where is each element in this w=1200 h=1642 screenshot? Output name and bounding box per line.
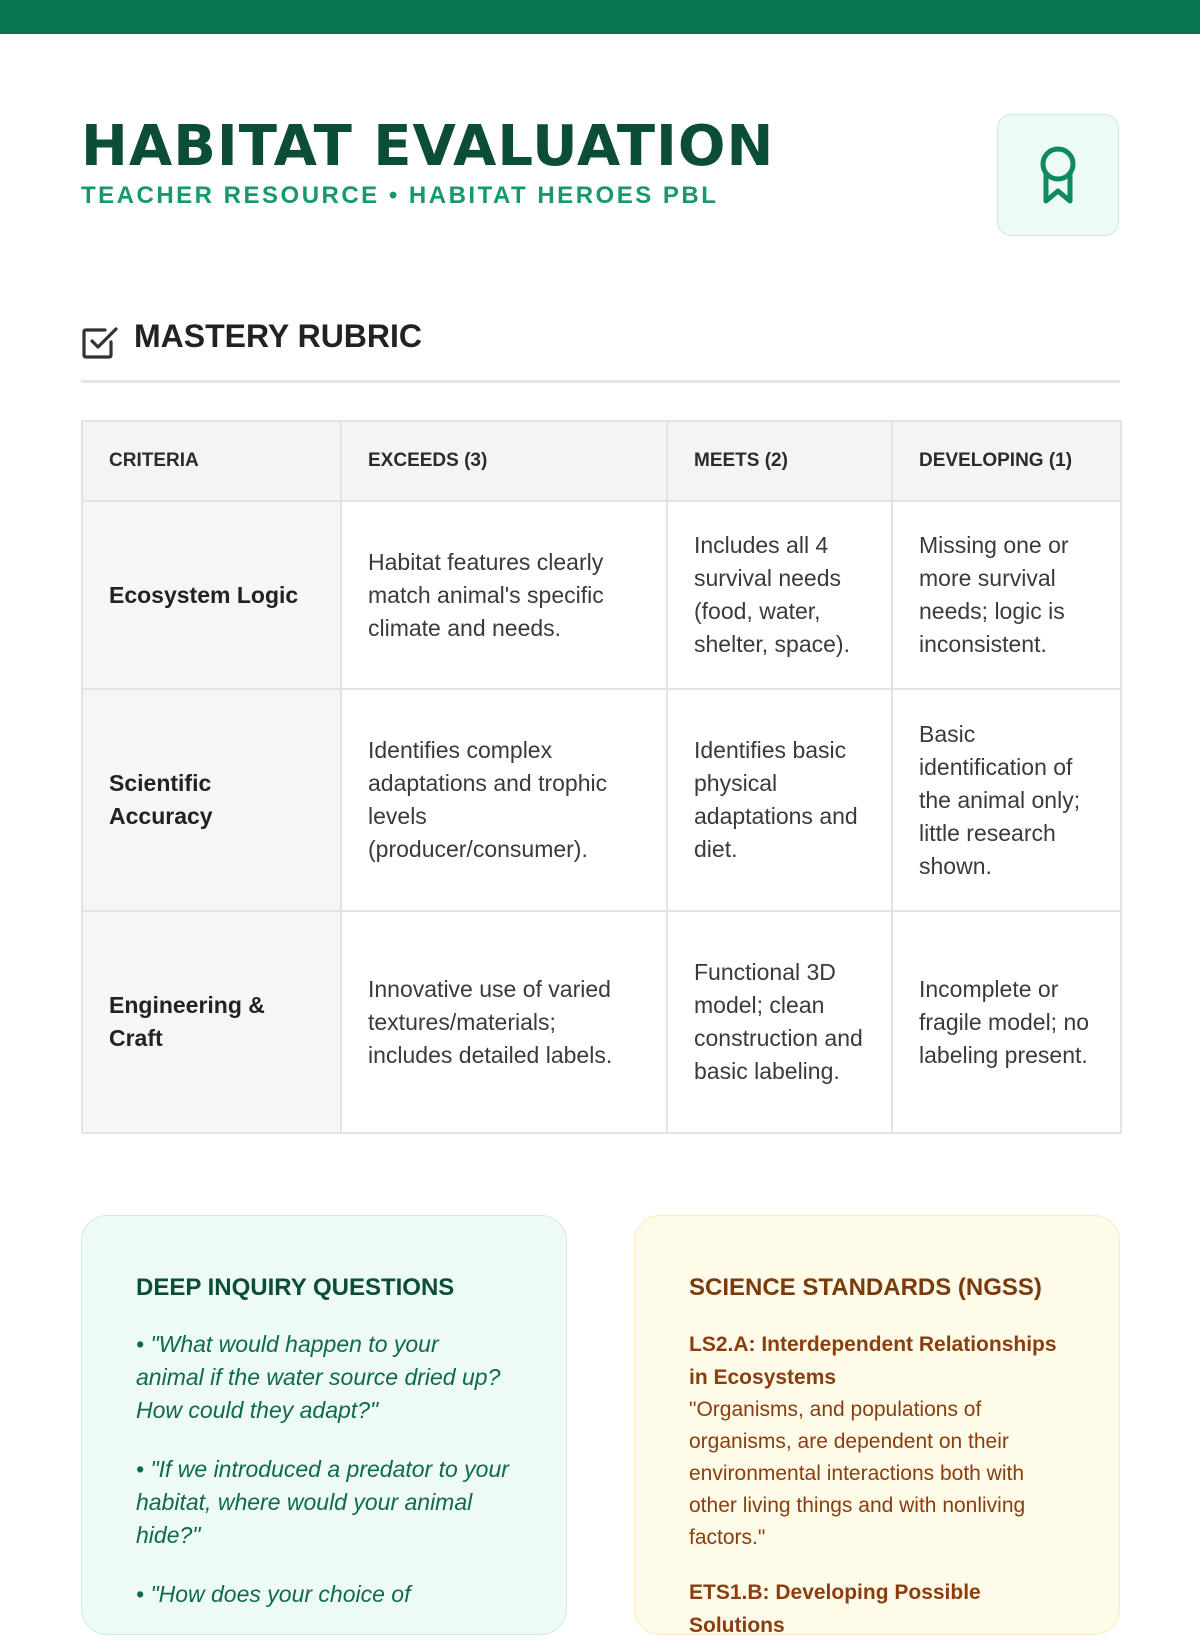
standard-description: "Organisms, and populations of organisms, are dependent on their environmental interactions both with other living things and with nonliving factors." — [689, 1398, 1026, 1549]
column-header-meets: MEETS (2) — [667, 421, 892, 501]
mastery-rubric-table — [81, 420, 1122, 1134]
criteria-cell: Ecosystem Logic — [82, 501, 341, 689]
meets-cell: Includes all 4 survival needs (food, water, shelter, space). — [667, 501, 892, 689]
table-row — [82, 689, 1121, 911]
award-ribbon-icon — [1036, 144, 1080, 206]
top-accent-bar — [0, 0, 1200, 34]
table-row — [82, 501, 1121, 689]
column-header-criteria: CRITERIA — [82, 421, 341, 501]
inquiry-question: • "How does your choice of — [136, 1581, 411, 1607]
column-header-exceeds: EXCEEDS (3) — [341, 421, 667, 501]
developing-cell: Incomplete or fragile model; no labeling present. — [892, 911, 1121, 1133]
section-title: MASTERY RUBRIC — [134, 318, 423, 354]
standard-code: ETS1.B: Developing Possible Solutions — [689, 1581, 981, 1637]
criteria-cell: Scientific Accuracy — [82, 689, 341, 911]
checkbox-icon — [81, 322, 119, 360]
standard-code: LS2.A: Interdependent Relationships in Ecosystems — [689, 1333, 1057, 1389]
inquiry-question: • "What would happen to your animal if the water source dried up? How could they adapt?" — [136, 1331, 501, 1423]
meets-cell: Functional 3D model; clean construction and basic labeling. — [667, 911, 892, 1133]
page-subtitle: TEACHER RESOURCE • HABITAT HEROES PBL — [81, 182, 719, 209]
rubric-section-header — [81, 316, 1120, 383]
column-header-developing: DEVELOPING (1) — [892, 421, 1121, 501]
inquiry-title: DEEP INQUIRY QUESTIONS — [136, 1274, 455, 1301]
science-standards-card — [634, 1215, 1120, 1635]
inquiry-question: • "If we introduced a predator to your habitat, where would your animal hide?" — [136, 1456, 509, 1548]
exceeds-cell: Identifies complex adaptations and trophic levels (producer/consumer). — [341, 689, 667, 911]
table-row — [82, 911, 1121, 1133]
criteria-cell: Engineering & Craft — [82, 911, 341, 1133]
exceeds-cell: Innovative use of varied textures/materials; includes detailed labels. — [341, 911, 667, 1133]
exceeds-cell: Habitat features clearly match animal's specific climate and needs. — [341, 501, 667, 689]
inquiry-questions-card — [81, 1215, 567, 1635]
developing-cell: Missing one or more survival needs; logic is inconsistent. — [892, 501, 1121, 689]
page-title: HABITAT EVALUATION — [81, 114, 775, 179]
table-header-row — [82, 421, 1121, 501]
standards-title: SCIENCE STANDARDS (NGSS) — [689, 1274, 1042, 1301]
developing-cell: Basic identification of the animal only; little research shown. — [892, 689, 1121, 911]
award-badge — [997, 114, 1119, 236]
meets-cell: Identifies basic physical adaptations and diet. — [667, 689, 892, 911]
